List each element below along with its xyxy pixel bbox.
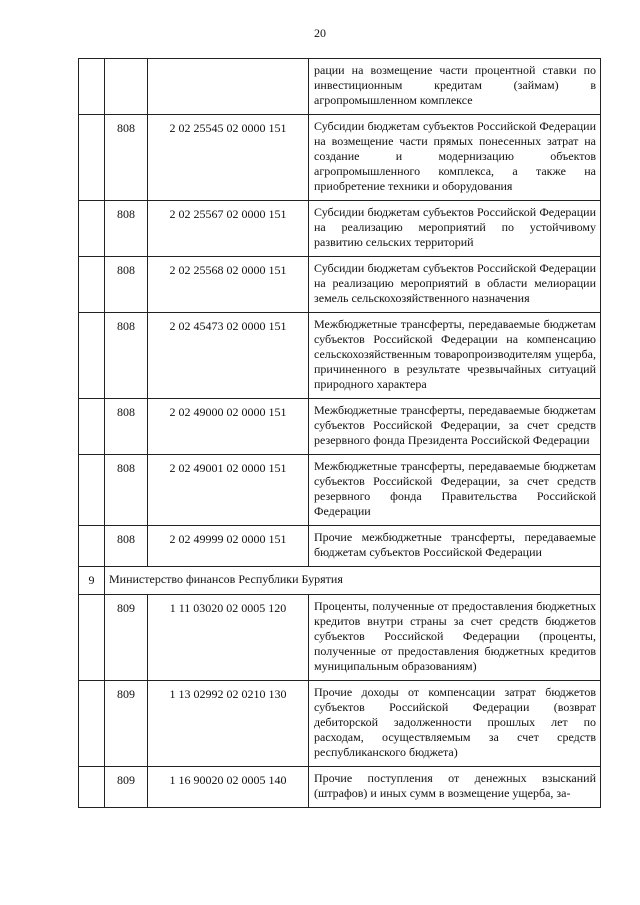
revenue-code-cell: 1 11 03020 02 0005 120	[148, 595, 309, 681]
admin-code-cell: 808	[105, 257, 148, 313]
revenue-code-cell: 2 02 49000 02 0000 151	[148, 399, 309, 455]
table-row	[79, 526, 601, 567]
row-number-cell	[79, 455, 105, 526]
table-row	[79, 455, 601, 526]
row-number-cell	[79, 115, 105, 201]
row-number-cell	[79, 201, 105, 257]
description-cell: Межбюджетные трансферты, передаваемые бюджетам субъектов Российской Федерации, за счет средств резервного фонда Правительства Российской Федерации	[309, 455, 601, 526]
revenue-code-cell: 2 02 49999 02 0000 151	[148, 526, 309, 567]
table-row	[79, 59, 601, 115]
description-cell: Субсидии бюджетам субъектов Российской Федерации на реализацию мероприятий в области мелиорации земель сельскохозяйственного назначения	[309, 257, 601, 313]
admin-code-cell: 808	[105, 455, 148, 526]
admin-code-cell: 808	[105, 201, 148, 257]
description-cell: рации на возмещение части процентной ставки по инвестиционным кредитам (займам) в агропромышленном комплексе	[309, 59, 601, 115]
table-row	[79, 595, 601, 681]
revenue-code-cell: 2 02 25567 02 0000 151	[148, 201, 309, 257]
admin-code-cell	[105, 59, 148, 115]
section-title: Министерство финансов Республики Бурятия	[105, 567, 601, 595]
row-number-cell	[79, 526, 105, 567]
description-cell: Субсидии бюджетам субъектов Российской Федерации на реализацию мероприятий по устойчивому развитию сельских территорий	[309, 201, 601, 257]
admin-code-cell: 809	[105, 681, 148, 767]
description-cell: Проценты, полученные от предоставления бюджетных кредитов внутри страны за счет средств бюджетов субъектов Российской Федерации (проценты, полученные от предоставления бюджетных кредитов муниципальным образованиям)	[309, 595, 601, 681]
admin-code-cell: 809	[105, 595, 148, 681]
revenue-codes-table	[78, 58, 601, 808]
admin-code-cell: 808	[105, 313, 148, 399]
revenue-code-cell: 2 02 49001 02 0000 151	[148, 455, 309, 526]
description-cell: Субсидии бюджетам субъектов Российской Федерации на возмещение части прямых понесенных затрат на создание и модернизацию объектов агропромышленного комплекса, а также на приобретение техники и оборудования	[309, 115, 601, 201]
row-number-cell	[79, 257, 105, 313]
revenue-code-cell: 2 02 45473 02 0000 151	[148, 313, 309, 399]
table-row	[79, 767, 601, 808]
admin-code-cell: 808	[105, 526, 148, 567]
row-number-cell	[79, 313, 105, 399]
description-cell: Межбюджетные трансферты, передаваемые бюджетам субъектов Российской Федерации на компенсацию сельскохозяйственным товаропроизводителям ущерба, причиненного в результате чрезвычайных ситуаций природного характера	[309, 313, 601, 399]
section-header-row	[79, 567, 601, 595]
table-row	[79, 399, 601, 455]
table-row	[79, 201, 601, 257]
revenue-code-cell: 1 13 02992 02 0210 130	[148, 681, 309, 767]
description-cell: Прочие поступления от денежных взысканий (штрафов) и иных сумм в возмещение ущерба, за-	[309, 767, 601, 808]
description-cell: Межбюджетные трансферты, передаваемые бюджетам субъектов Российской Федерации, за счет средств резервного фонда Президента Российской Федерации	[309, 399, 601, 455]
row-number-cell	[79, 681, 105, 767]
revenue-code-cell: 1 16 90020 02 0005 140	[148, 767, 309, 808]
description-cell: Прочие межбюджетные трансферты, передаваемые бюджетам субъектов Российской Федерации	[309, 526, 601, 567]
admin-code-cell: 808	[105, 399, 148, 455]
table-row	[79, 257, 601, 313]
row-number-cell	[79, 59, 105, 115]
row-number-cell	[79, 595, 105, 681]
table-row	[79, 313, 601, 399]
page-number: 20	[314, 26, 326, 40]
section-number: 9	[79, 567, 105, 595]
description-cell: Прочие доходы от компенсации затрат бюджетов субъектов Российской Федерации (возврат дебиторской задолженности прошлых лет по расходам, осуществляемым за счет средств республиканского бюджета)	[309, 681, 601, 767]
revenue-code-cell: 2 02 25545 02 0000 151	[148, 115, 309, 201]
admin-code-cell: 809	[105, 767, 148, 808]
admin-code-cell: 808	[105, 115, 148, 201]
revenue-code-cell: 2 02 25568 02 0000 151	[148, 257, 309, 313]
row-number-cell	[79, 767, 105, 808]
table-row	[79, 681, 601, 767]
revenue-code-cell	[148, 59, 309, 115]
table-row	[79, 115, 601, 201]
row-number-cell	[79, 399, 105, 455]
